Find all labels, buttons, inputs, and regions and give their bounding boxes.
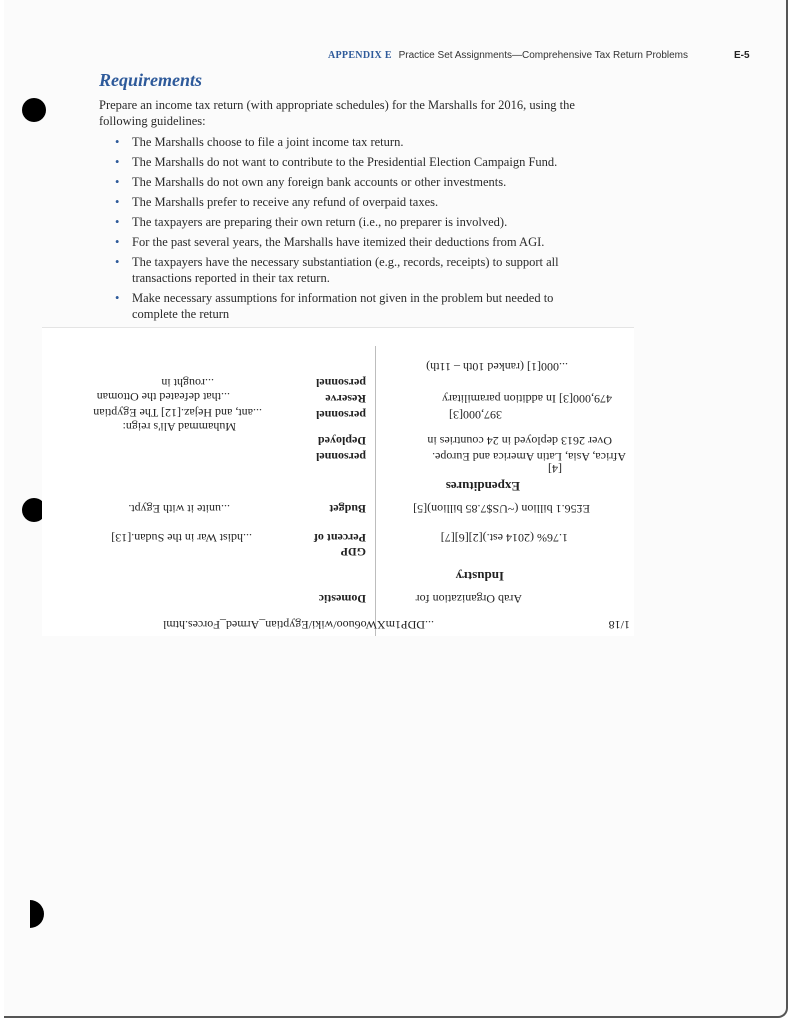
list-item: • The taxpayers are preparing their own return (i.e., no preparer is involved). <box>113 214 585 230</box>
list-item: • The Marshalls choose to file a joint income tax return. <box>113 134 585 150</box>
list-item: • The Marshalls do not own any foreign bank accounts or other investments. <box>113 174 585 190</box>
left-column-line: ...rought in <box>161 376 214 390</box>
deployed-ref: [4] <box>548 462 562 476</box>
appendix-label: APPENDIX E <box>328 50 392 61</box>
guidelines-list <box>113 134 585 326</box>
personnel-label: personnel <box>315 408 366 422</box>
left-column-line: Muhammad Ali's reign: <box>122 420 236 434</box>
header-title: Practice Set Assignments—Comprehensive Tax Return Problems <box>398 50 689 61</box>
left-column-line: ...that defeated the Ottoman <box>96 390 230 404</box>
gdp-value: 1.76% (2014 est.)[2][6][7] <box>440 531 568 545</box>
page-number: E-5 <box>734 50 750 61</box>
left-column-line: ...hdist War in the Sudan.[13] <box>111 531 252 545</box>
list-item: • Make necessary assumptions for information not given in the problem but needed to complete the return <box>113 290 585 322</box>
percent-of-label: Percent of <box>313 531 366 545</box>
left-column-line: ...unite it with Egypt. <box>128 502 230 516</box>
budget-label: Budget <box>329 502 366 516</box>
printout-url: ...DDP1mXWo6uoo/wiki/Egyptian_Armed_Forces.html <box>162 618 434 632</box>
left-column-line: ...ant, and Hejaz.[12] The Egyptian <box>93 406 262 420</box>
inverted-printout-content <box>42 328 634 636</box>
personnel-label: personnel <box>315 376 366 390</box>
expenditures-heading: Expenditures <box>445 479 520 494</box>
column-divider <box>375 346 376 636</box>
reserve-label: Reserve <box>325 392 366 406</box>
printout-page-number: 1/18 <box>608 618 630 632</box>
budget-value: E£56.1 billion (~US$7.85 billion)[5] <box>413 502 590 516</box>
running-header <box>328 50 688 61</box>
industry-heading: Industry <box>455 569 504 584</box>
list-item: • The Marshalls do not want to contribute to the Presidential Election Campaign Fund. <box>113 154 585 170</box>
personnel-label: personnel <box>315 450 366 464</box>
deployed-value-line-2: Africa, Asia, Latin America and Europe. <box>432 450 626 464</box>
binder-hole-top <box>22 98 46 122</box>
deployed-value: Over 2613 deployed in 24 countries in <box>427 434 612 448</box>
reserve-value: 479,000[3] In addition paramilitary <box>442 392 612 406</box>
gdp-label: GDP <box>340 545 366 559</box>
reserve-value-2: 397,000[3] <box>449 408 502 422</box>
section-title: Requirements <box>99 70 203 90</box>
list-item: • The Marshalls prefer to receive any refund of overpaid taxes. <box>113 194 585 210</box>
deployed-label: Deployed <box>318 434 366 448</box>
list-item: • The taxpayers have the necessary substantiation (e.g., records, receipts) to support all transactions reported in their tax return. <box>113 254 585 286</box>
requirements-intro: Prepare an income tax return (with appropriate schedules) for the Marshalls for 2016, using the following guidelines: <box>99 98 575 128</box>
list-item: • For the past several years, the Marshalls have itemized their deductions from AGI. <box>113 234 585 250</box>
domestic-value: Arab Organization for <box>415 592 522 606</box>
inverted-printout-overlay <box>42 327 634 636</box>
domestic-label: Domestic <box>318 592 366 606</box>
ranked-value: ...000[1] (ranked 10th – 11th) <box>426 360 568 374</box>
